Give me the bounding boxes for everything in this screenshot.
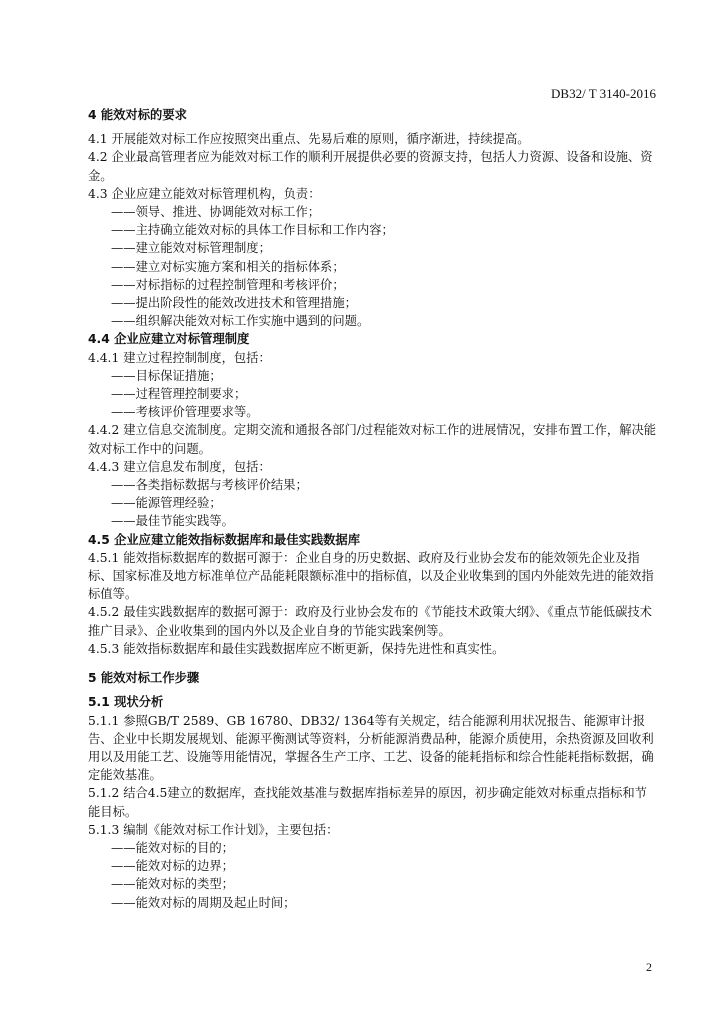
clause-4-4-1: 4.4.1 建立过程控制制度，包括： (88, 350, 271, 365)
list-item: ——能效对标的目的； (111, 840, 234, 855)
clause-4-4-heading: 4.4 企业应建立对标管理制度 (88, 332, 250, 347)
clause-5-1-heading: 5.1 现状分析 (88, 695, 164, 710)
list-item: ——建立对标实施方案和相关的指标体系； (111, 259, 345, 274)
clause-4-5-3: 4.5.3 能效指标数据库和最佳实践数据库应不断更新，保持先进性和真实性。 (88, 641, 505, 656)
chapter-4-title: 4 能效对标的要求 (88, 108, 187, 122)
clause-4-4-3: 4.4.3 建立信息发布制度，包括： (88, 459, 271, 474)
clause-4-5-1: 4.5.1 能效指标数据库的数据可源于：企业自身的历史数据、政府及行业协会发布的能效领先企业及指标、国家标准及地方标准单位产品能耗限额标准中的指标值，以及企业收集到的国内外能效先进的能效指标值等。 (88, 550, 654, 602)
clause-4-4-2: 4.4.2 建立信息交流制度。定期交流和通报各部门/过程能效对标工作的进展情况，安排布置工作，解决能效对标工作中的问题。 (88, 423, 657, 456)
clause-5-1-3-list (88, 839, 658, 912)
clause-5-1-3: 5.1.3 编制《能效对标工作计划》，主要包括： (88, 822, 339, 837)
list-item: ——提出阶段性的能效改进技术和管理措施； (111, 296, 357, 311)
standard-number: DB32/ T 3140-2016 (551, 86, 656, 101)
clause-4-3: 4.3 企业应建立能效对标管理机构，负责： (88, 186, 321, 201)
list-item: ——主持确立能效对标的具体工作目标和工作内容； (111, 223, 394, 238)
list-item: ——建立能效对标管理制度； (111, 241, 271, 256)
clause-4-4-1-list (88, 367, 658, 422)
list-item: ——各类指标数据与考核评价结果； (111, 478, 308, 493)
list-item: ——能源管理经验； (111, 496, 222, 511)
list-item: ——能效对标的边界； (111, 859, 234, 874)
list-item: ——目标保证措施； (111, 368, 222, 383)
clause-5-1-1: 5.1.1 参照GB/T 2589、GB 16780、DB32/ 1364等有关规定，结合能源利用状况报告、能源审计报告、企业中长期发展规划、能源平衡测试等资料，分析能源消费品种，能源介质使用，余热资源及回收利用以及用能工艺、设施等用能情况，掌握各生产工序、工艺、设备的能耗指标和综合性能耗指标数据，确定能效基准。 (88, 713, 654, 783)
list-item: ——组织解决能效对标工作实施中遇到的问题。 (111, 314, 370, 329)
clause-5-1-2: 5.1.2 结合4.5建立的数据库，查找能效基准与数据库指标差异的原因，初步确定能效对标重点指标和节能目标。 (88, 786, 647, 819)
list-item: ——能效对标的周期及起止时间； (111, 895, 296, 910)
list-item: ——能效对标的类型； (111, 877, 234, 892)
chapter-5-title: 5 能效对标工作步骤 (88, 671, 200, 686)
clause-4-2: 4.2 企业最高管理者应为能效对标工作的顺利开展提供必要的资源支持，包括人力资源、设备和设施、资金。 (88, 150, 653, 183)
clause-4-1: 4.1 开展能效对标工作应按照突出重点、先易后难的原则，循序渐进，持续提高。 (88, 132, 530, 147)
list-item: ——最佳节能实践等。 (111, 514, 234, 529)
page-number: 2 (646, 960, 652, 974)
list-item: ——对标指标的过程控制管理和考核评价； (111, 277, 345, 292)
list-item: ——领导、推进、协调能效对标工作； (111, 205, 321, 220)
clause-4-5-2: 4.5.2 最佳实践数据库的数据可源于：政府及行业协会发布的《节能技术政策大纲》、《重点节能低碳技术推广目录》、企业收集到的国内外以及企业自身的节能实践案例等。 (88, 605, 652, 638)
clause-4-5-heading: 4.5 企业应建立能效指标数据库和最佳实践数据库 (88, 532, 361, 547)
clause-4-4-3-list (88, 476, 658, 531)
clause-4-3-list (88, 203, 658, 330)
document-body (88, 106, 658, 912)
list-item: ——过程管理控制要求； (111, 387, 247, 402)
list-item: ——考核评价管理要求等。 (111, 405, 259, 420)
